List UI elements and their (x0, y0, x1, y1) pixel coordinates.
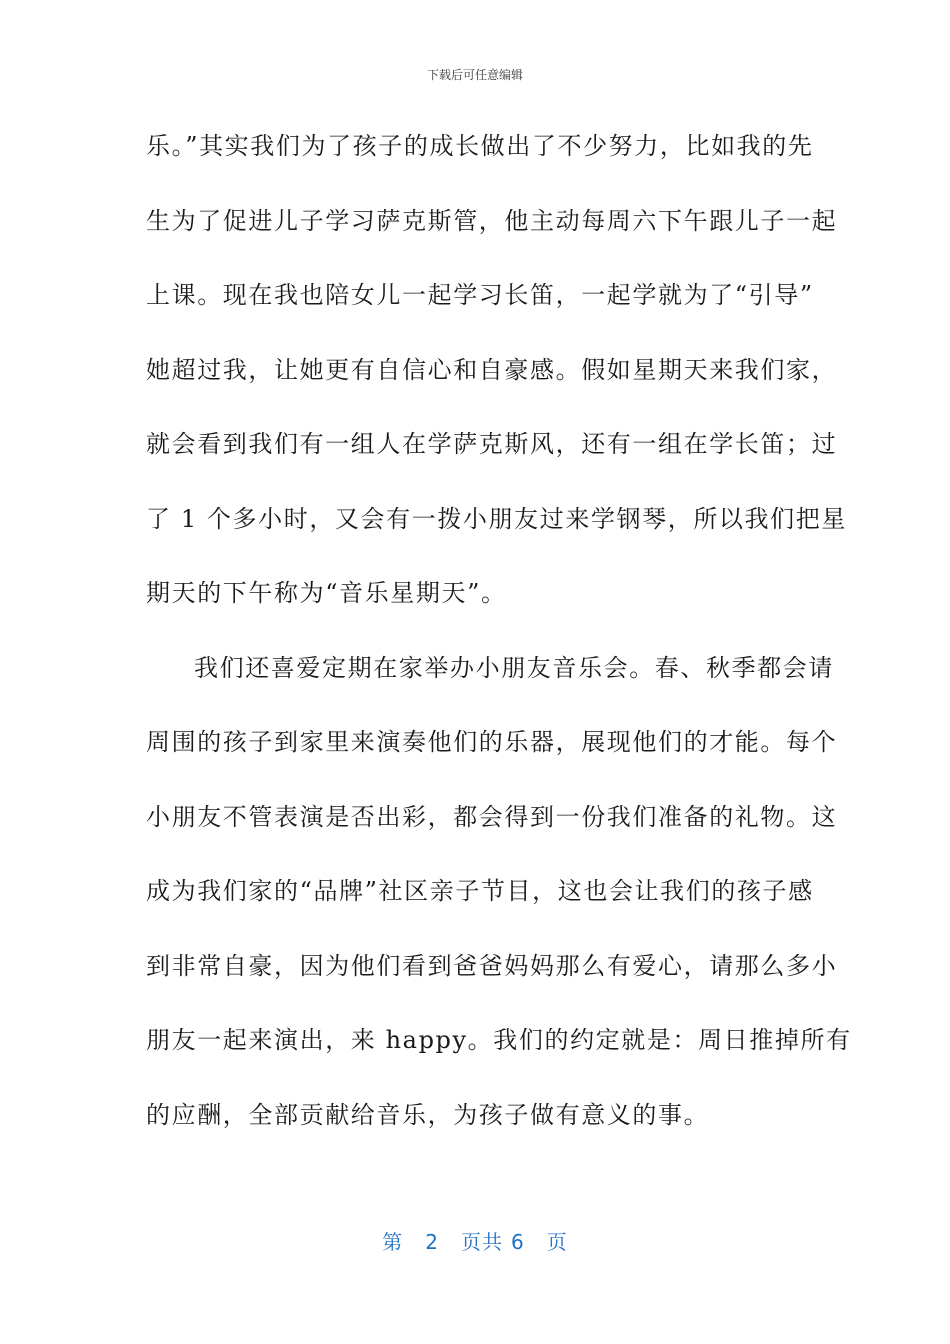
page-header: 下载后可任意编辑 (426, 68, 523, 82)
body-line: 她超过我，让她更有自信心和自豪感。假如星期天来我们家， (146, 355, 838, 384)
page-suffix: 页 (546, 1230, 568, 1254)
body-line: 了 1 个多小时，又会有一拨小朋友过来学钢琴，所以我们把星 (146, 504, 847, 533)
body-line: 的应酬，全部贡献给音乐，为孩子做有意义的事。 (146, 1100, 710, 1129)
page-mid: 页共 (461, 1230, 503, 1254)
document-body (146, 122, 852, 1165)
body-line: 小朋友不管表演是否出彩，都会得到一份我们准备的礼物。这 (146, 802, 838, 831)
body-line: 乐。”其实我们为了孩子的成长做出了不少努力，比如我的先 (146, 132, 814, 160)
body-line: 周围的孩子到家里来演奏他们的乐器，展现他们的才能。每个 (146, 728, 838, 756)
body-line: 生为了促进儿子学习萨克斯管，他主动每周六下午跟儿子一起 (146, 206, 838, 235)
page-number-footer (0, 1226, 950, 1255)
page-total: 6 (511, 1230, 525, 1254)
body-line: 上课。现在我也陪女儿一起学习长笛，一起学就为了“引导” (146, 281, 814, 309)
body-line: 就会看到我们有一组人在学萨克斯风，还有一组在学长笛；过 (146, 430, 838, 458)
body-line: 朋友一起来演出，来 happy。我们的约定就是：周日推掉所有 (146, 1026, 852, 1054)
page-prefix: 第 (382, 1230, 404, 1254)
body-line: 到非常自豪，因为他们看到爸爸妈妈那么有爱心，请那么多小 (146, 951, 838, 980)
body-line: 成为我们家的“品牌”社区亲子节目，这也会让我们的孩子感 (146, 877, 814, 905)
page-current: 2 (425, 1230, 439, 1254)
paragraph-start-line: 我们还喜爱定期在家举办小朋友音乐会。春、秋季都会请 (194, 653, 834, 682)
body-line: 期天的下午称为“音乐星期天”。 (146, 579, 507, 607)
